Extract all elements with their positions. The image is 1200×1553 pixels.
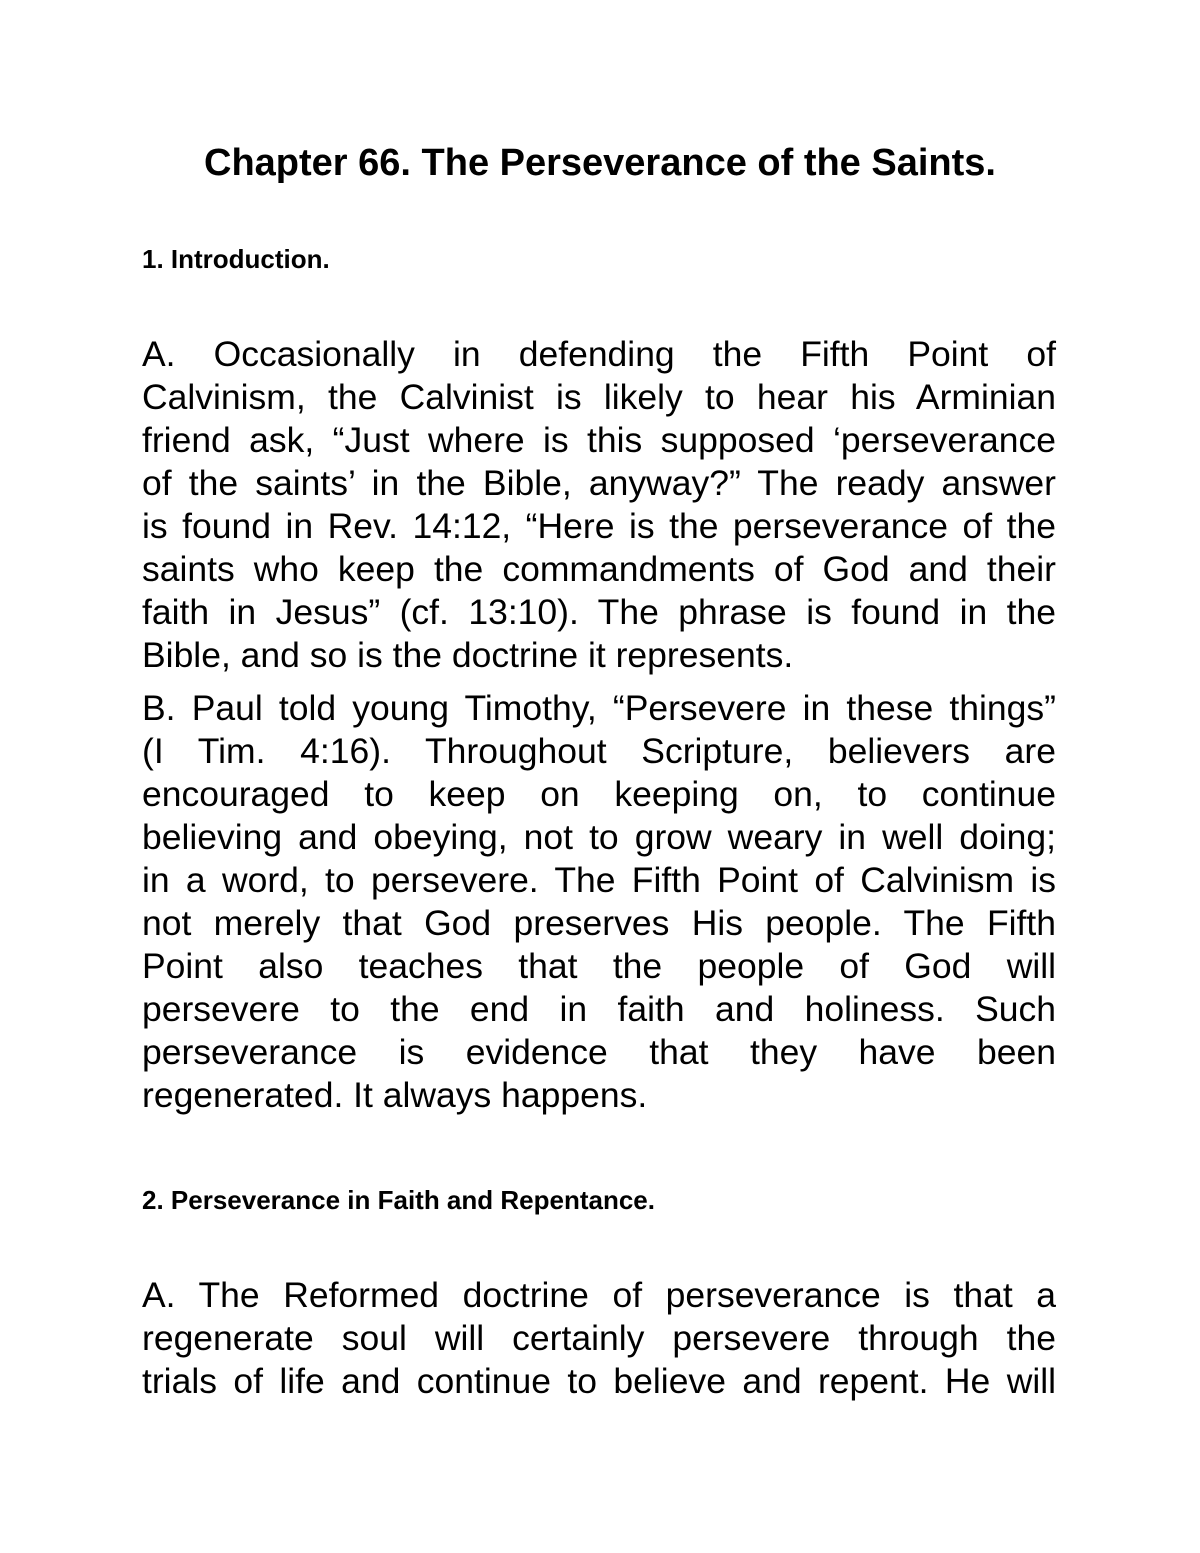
paragraph-line: faith in Jesus” (cf. 13:10). The phrase is found in the bbox=[142, 592, 1056, 632]
paragraph-line: persevere to the end in faith and holiness. Such bbox=[142, 989, 1056, 1029]
paragraph-line: believing and obeying, not to grow weary in well doing; bbox=[142, 817, 1056, 857]
paragraph-line: Bible, and so is the doctrine it represents. bbox=[142, 635, 794, 675]
paragraph-line: friend ask, “Just where is this supposed ‘perseverance bbox=[142, 420, 1056, 460]
paragraph-line: trials of life and continue to believe and repent. He will bbox=[142, 1361, 1056, 1401]
section-heading-faith-repentance: 2. Perseverance in Faith and Repentance. bbox=[142, 1185, 655, 1215]
paragraph-line: of the saints’ in the Bible, anyway?” The ready answer bbox=[142, 463, 1056, 503]
paragraph-line: saints who keep the commandments of God and their bbox=[142, 549, 1056, 589]
paragraph-line: perseverance is evidence that they have been bbox=[142, 1032, 1056, 1072]
chapter-title: Chapter 66. The Perseverance of the Saints. bbox=[204, 142, 996, 184]
paragraph-line: Calvinism, the Calvinist is likely to hear his Arminian bbox=[142, 377, 1056, 417]
paragraph-2a bbox=[142, 1274, 1056, 1403]
paragraph-line: (I Tim. 4:16). Throughout Scripture, believers are bbox=[142, 731, 1056, 771]
paragraph-line: not merely that God preserves His people. The Fifth bbox=[142, 903, 1056, 943]
paragraph-line: regenerate soul will certainly persevere through the bbox=[142, 1318, 1056, 1358]
paragraph-line: encouraged to keep on keeping on, to continue bbox=[142, 774, 1056, 814]
paragraph-line: Point also teaches that the people of God will bbox=[142, 946, 1056, 986]
section-heading-introduction: 1. Introduction. bbox=[142, 244, 330, 274]
paragraph-line: in a word, to persevere. The Fifth Point of Calvinism is bbox=[142, 860, 1056, 900]
paragraph-line: is found in Rev. 14:12, “Here is the perseverance of the bbox=[142, 506, 1056, 546]
paragraph-line: A. The Reformed doctrine of perseverance is that a bbox=[142, 1275, 1056, 1315]
paragraph-line: B. Paul told young Timothy, “Persevere in these things” bbox=[142, 688, 1056, 728]
paragraph-line: A. Occasionally in defending the Fifth Point of bbox=[142, 334, 1056, 374]
paragraph-1b bbox=[142, 687, 1056, 1117]
paragraph-line: regenerated. It always happens. bbox=[142, 1075, 648, 1115]
paragraph-1a bbox=[142, 333, 1056, 677]
